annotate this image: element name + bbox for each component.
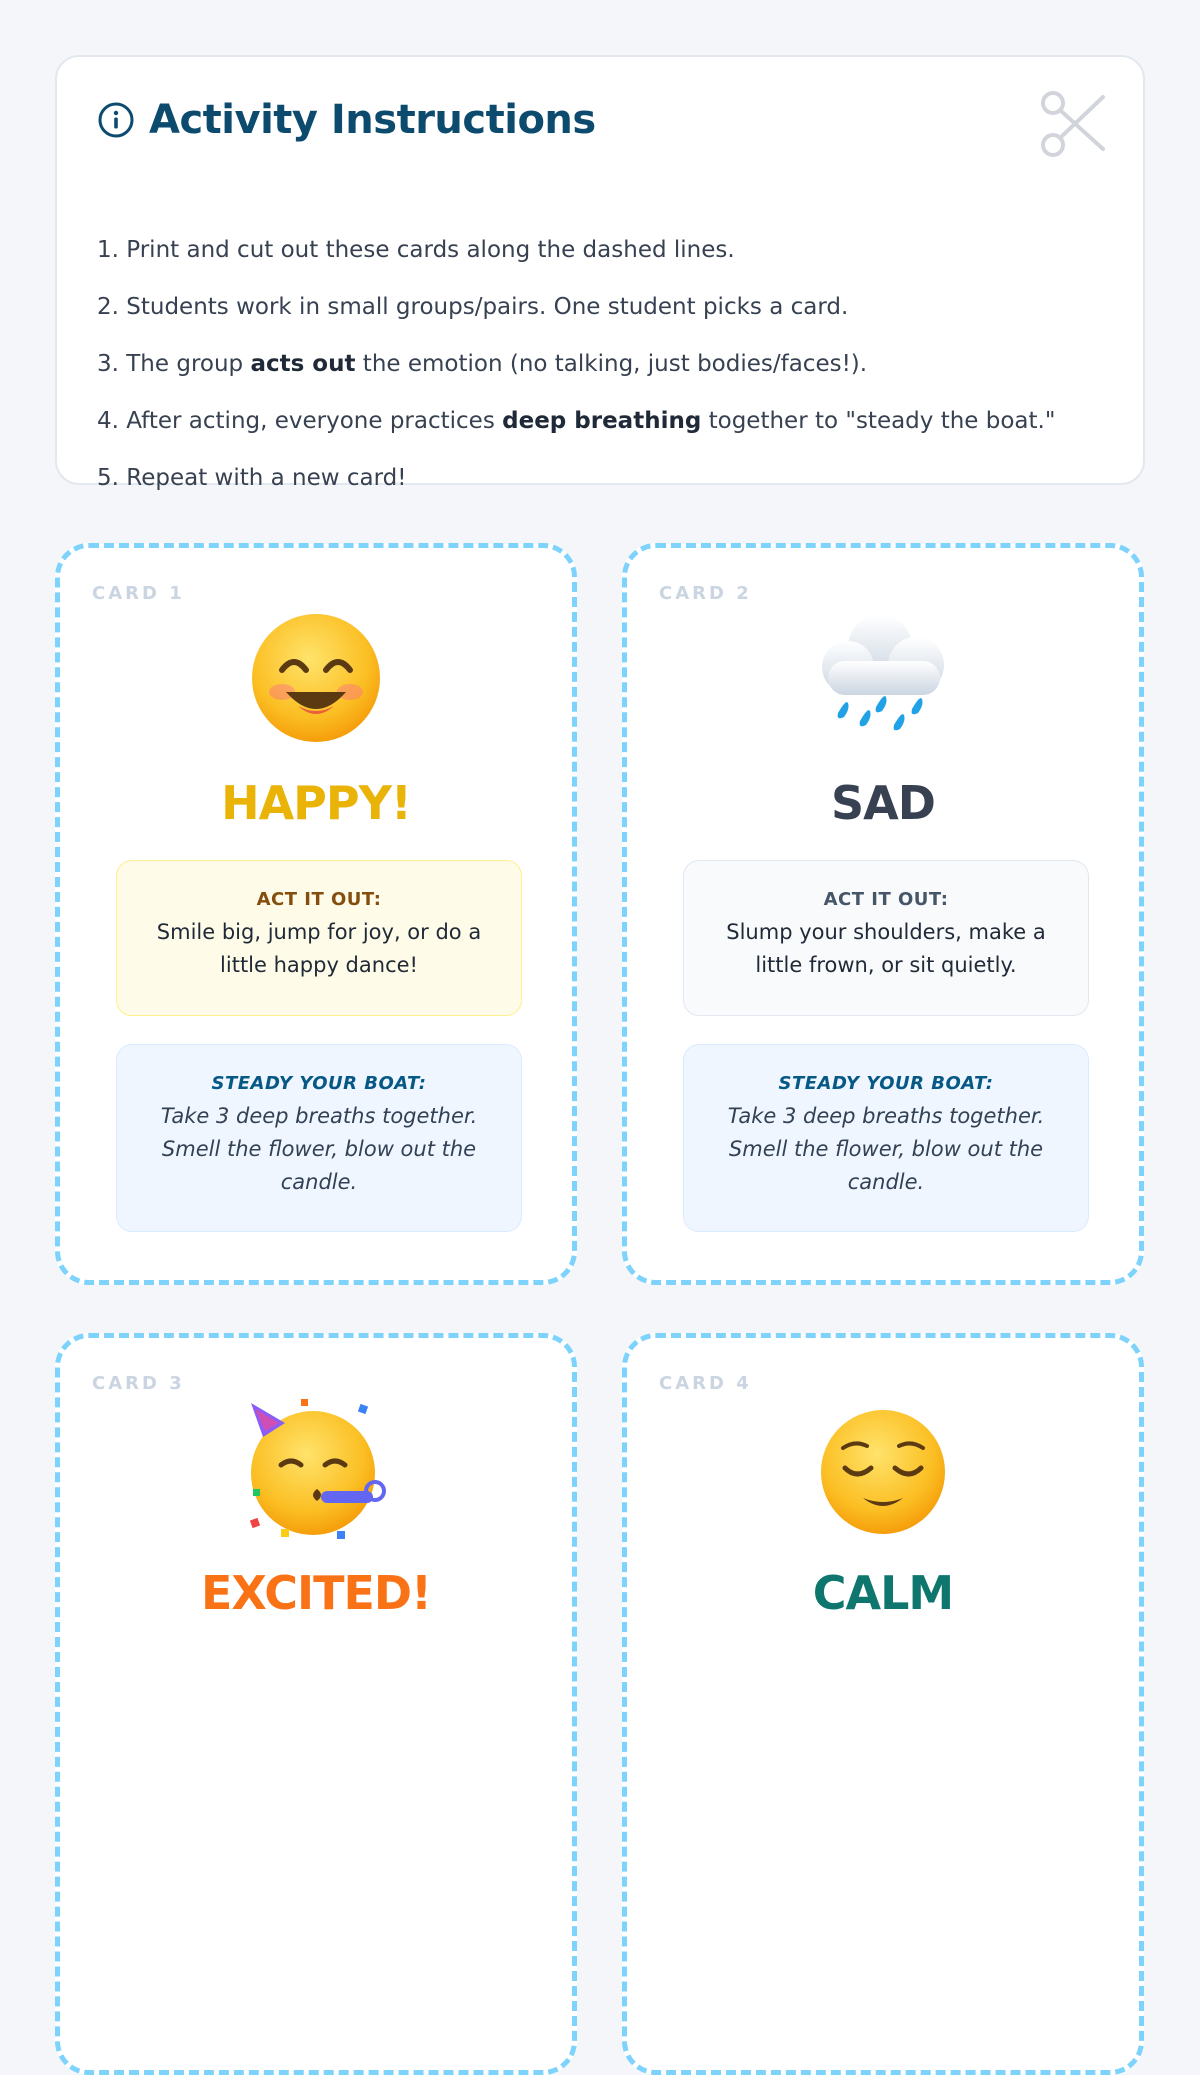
emotion-card-happy: [55, 543, 577, 1285]
emotion-title: EXCITED!: [200, 1566, 432, 1620]
act-it-out-text: Smile big, jump for joy, or do a little happy dance!: [156, 920, 482, 977]
smiling-face-icon: [60, 608, 572, 748]
emotion-card-calm: [622, 1333, 1144, 2075]
instruction-step: 2. Students work in small groups/pairs. One student picks a card.: [97, 294, 849, 320]
instructions-panel: [55, 55, 1145, 491]
card-number: CARD 2: [659, 583, 752, 604]
party-face-icon: [60, 1398, 572, 1538]
card-number: CARD 4: [659, 1373, 752, 1394]
steady-your-boat-box: [116, 1044, 522, 1232]
card-number: CARD 3: [92, 1373, 185, 1394]
card-number: CARD 1: [92, 583, 185, 604]
steady-your-boat-text: Take 3 deep breaths together. Smell the flower, blow out the candle.: [160, 1104, 478, 1194]
instruction-step: 4. After acting, everyone practices deep breathing together to "steady the boat.": [97, 408, 1056, 434]
emotion-card-excited: [55, 1333, 577, 2075]
relieved-face-icon: [627, 1398, 1139, 1538]
steady-your-boat-label: STEADY YOUR BOAT:: [778, 1073, 994, 1094]
info-circle-icon: [97, 101, 135, 139]
scissors-icon: [1039, 89, 1109, 159]
instruction-steps: [97, 222, 1055, 507]
instructions-header: [97, 97, 596, 143]
rain-cloud-icon: [627, 608, 1139, 748]
act-it-out-label: ACT IT OUT:: [256, 889, 382, 910]
instruction-step: 5. Repeat with a new card!: [97, 465, 407, 491]
act-it-out-box: [683, 860, 1089, 1016]
emotion-title: CALM: [812, 1566, 954, 1620]
act-it-out-box: [116, 860, 522, 1016]
instruction-step: 1. Print and cut out these cards along the dashed lines.: [97, 237, 735, 263]
act-it-out-label: ACT IT OUT:: [823, 889, 949, 910]
steady-your-boat-text: Take 3 deep breaths together. Smell the flower, blow out the candle.: [727, 1104, 1045, 1194]
emotion-title: HAPPY!: [221, 776, 411, 830]
instruction-step: 3. The group acts out the emotion (no talking, just bodies/faces!).: [97, 351, 868, 377]
emotion-title: SAD: [831, 776, 935, 830]
emotion-card-sad: [622, 543, 1144, 1285]
steady-your-boat-box: [683, 1044, 1089, 1232]
page-title: Activity Instructions: [149, 97, 596, 143]
steady-your-boat-label: STEADY YOUR BOAT:: [211, 1073, 427, 1094]
act-it-out-text: Slump your shoulders, make a little frown, or sit quietly.: [726, 920, 1046, 977]
